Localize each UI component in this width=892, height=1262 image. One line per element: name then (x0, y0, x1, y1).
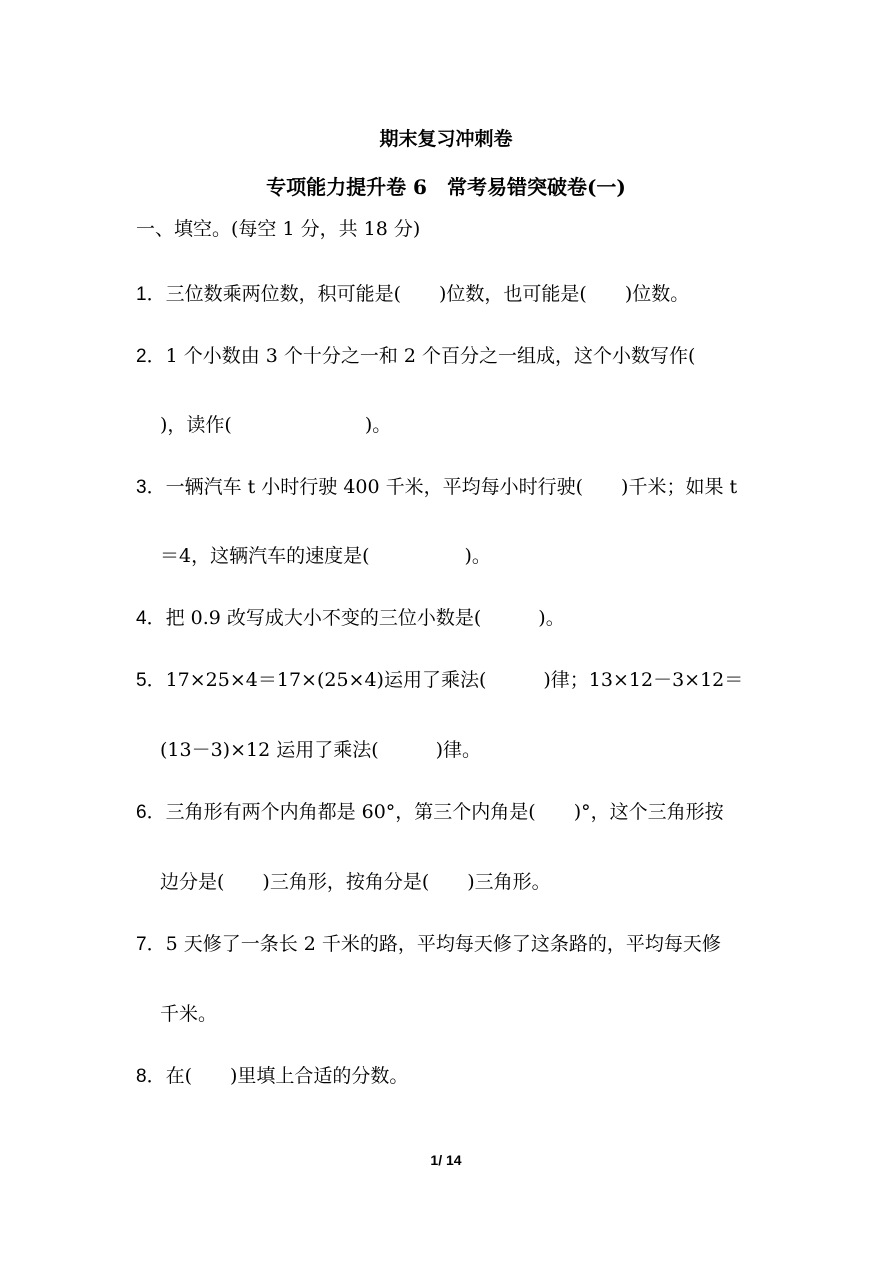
question-3-continued: ＝4，这辆汽车的速度是( )。 (160, 545, 491, 567)
page-title: 期末复习冲刺卷 (379, 128, 513, 150)
question-number: 4． (136, 608, 166, 629)
question-number: 5． (136, 670, 166, 691)
question-number: 3． (136, 477, 166, 498)
page-number: 1/ 14 (430, 1152, 462, 1168)
question-6-continued: 边分是( )三角形，按角分是( )三角形。 (160, 871, 551, 893)
question-number: 7． (136, 934, 166, 955)
question-text: 在( )里填上合适的分数。 (165, 1065, 409, 1087)
question-number: 6． (136, 802, 166, 823)
question-5 (136, 667, 743, 694)
page-subtitle: 专项能力提升卷 6 常考易错突破卷(一) (266, 175, 626, 199)
question-3 (136, 474, 737, 501)
question-text: 一辆汽车 t 小时行驶 400 千米，平均每小时行驶( )千米；如果 t (165, 476, 738, 498)
question-text: 三位数乘两位数，积可能是( )位数，也可能是( )位数。 (165, 283, 690, 305)
question-2 (136, 343, 695, 370)
section-heading: 一、填空。(每空 1 分，共 18 分) (136, 218, 421, 240)
question-1 (136, 281, 689, 308)
question-8 (136, 1063, 408, 1090)
question-text: 17×25×4＝17×(25×4)运用了乘法( )律；13×12－3×12＝ (165, 669, 744, 691)
question-text: 把 0.9 改写成大小不变的三位小数是( )。 (165, 607, 565, 629)
question-text: 三角形有两个内角都是 60°，第三个内角是( )°，这个三角形按 (165, 801, 724, 823)
question-6 (136, 799, 724, 826)
question-text: 1 个小数由 3 个十分之一和 2 个百分之一组成，这个小数写作( (165, 345, 696, 367)
question-4 (136, 605, 565, 632)
question-7 (136, 931, 721, 958)
question-number: 8． (136, 1066, 166, 1087)
question-5-continued: (13－3)×12 运用了乘法( )律。 (160, 739, 482, 761)
question-text: 5 天修了一条长 2 千米的路，平均每天修了这条路的，平均每天修 (165, 933, 721, 955)
question-7-continued: 千米。 (160, 1003, 218, 1025)
question-2-continued: )，读作( )。 (160, 414, 392, 436)
question-number: 2． (136, 346, 166, 367)
question-number: 1． (136, 284, 166, 305)
